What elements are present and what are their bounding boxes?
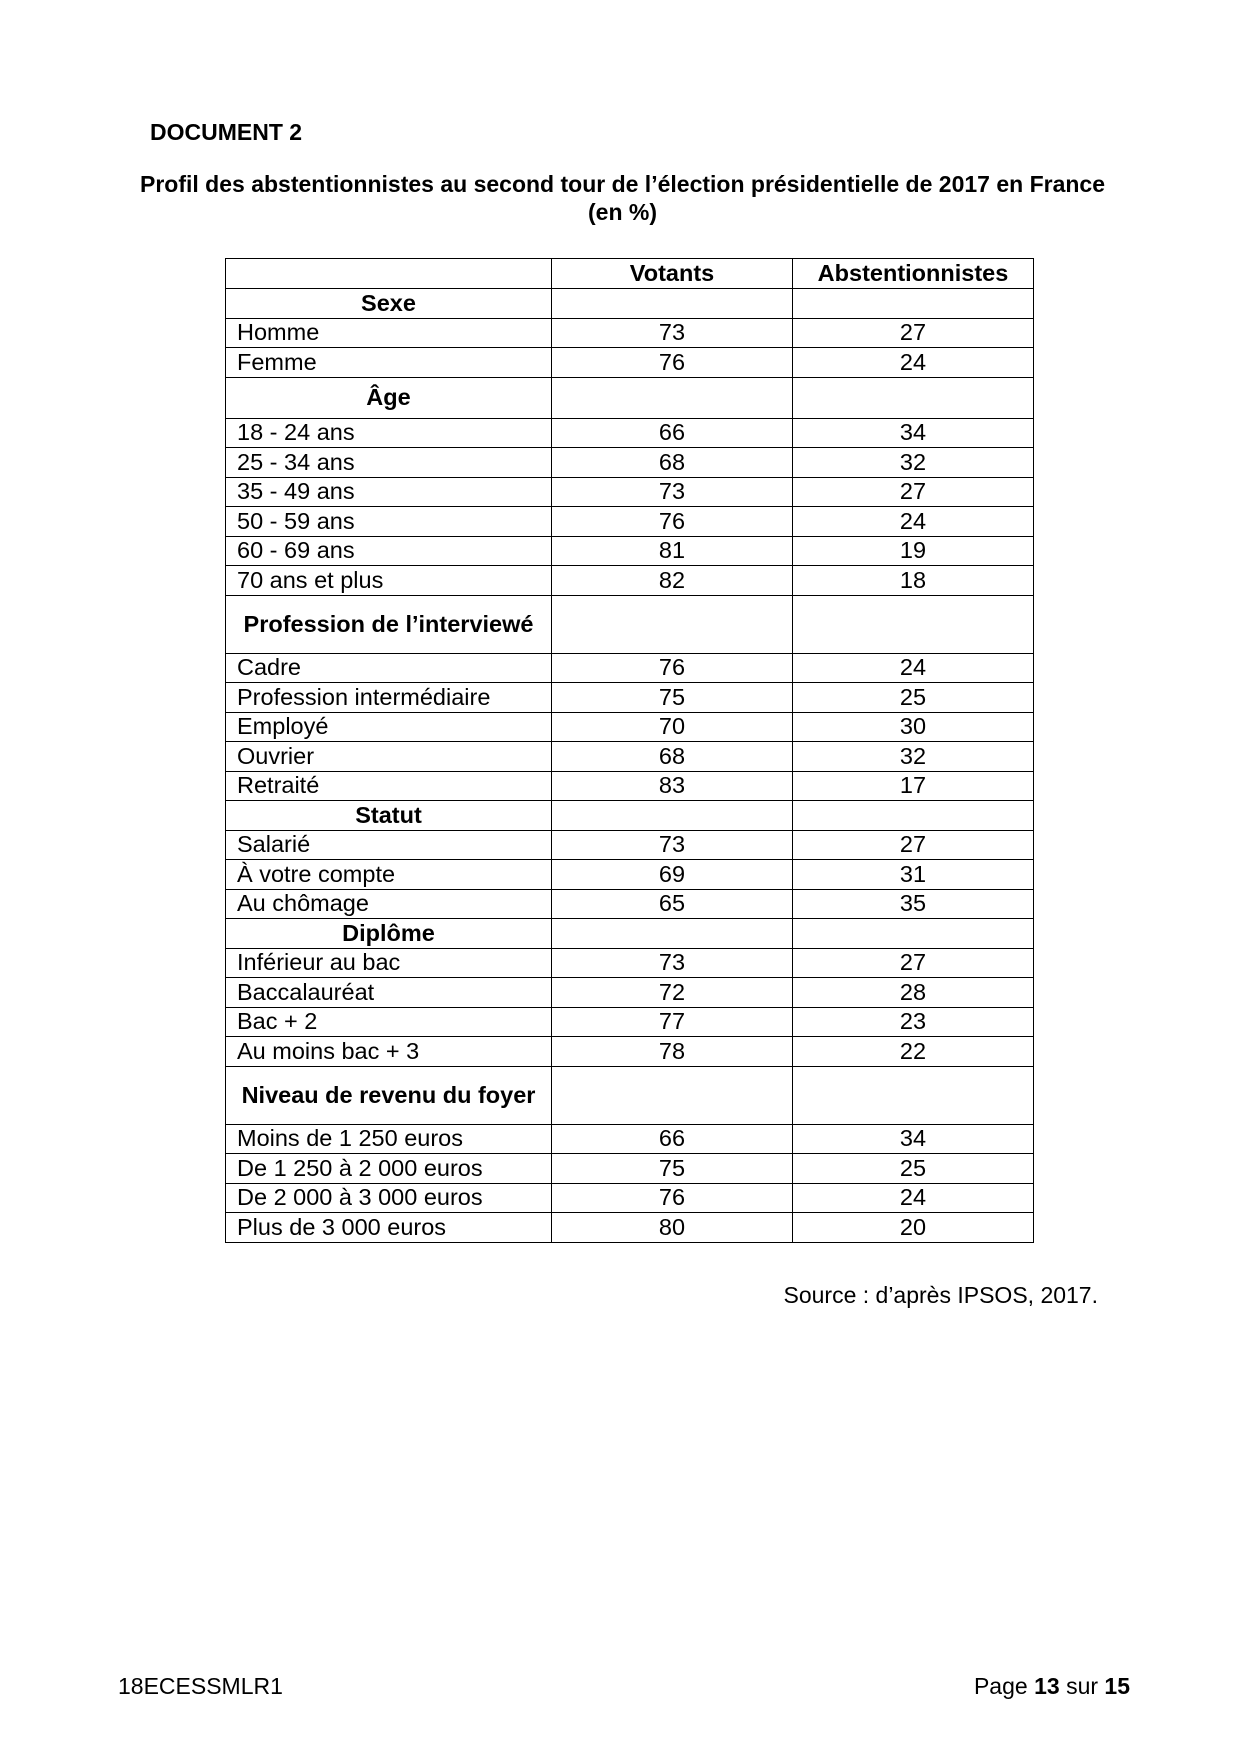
row-label: À votre compte — [226, 860, 552, 890]
page-prefix: Page — [973, 1673, 1028, 1699]
category-label: Diplôme — [226, 919, 552, 949]
row-label: 25 - 34 ans — [226, 448, 552, 478]
votants-value: 73 — [552, 948, 793, 978]
abstentionnistes-value: 27 — [793, 477, 1034, 507]
table-row — [226, 1037, 1034, 1067]
abstentionnistes-value: 32 — [793, 742, 1034, 772]
abstentionnistes-value: 24 — [793, 1183, 1034, 1213]
empty-cell — [552, 595, 793, 653]
row-label: 50 - 59 ans — [226, 507, 552, 537]
votants-value: 76 — [552, 348, 793, 378]
empty-cell — [793, 377, 1034, 418]
table-row — [226, 860, 1034, 890]
empty-cell — [793, 801, 1034, 831]
category-label: Âge — [226, 377, 552, 418]
votants-value: 66 — [552, 418, 793, 448]
table-row — [226, 830, 1034, 860]
category-label: Sexe — [226, 289, 552, 319]
table-row — [226, 978, 1034, 1008]
table-row — [226, 948, 1034, 978]
row-label: 35 - 49 ans — [226, 477, 552, 507]
empty-cell — [793, 1066, 1034, 1124]
row-label: Moins de 1 250 euros — [226, 1124, 552, 1154]
document-title: Profil des abstentionnistes au second tour de l’élection présidentielle de 2017 en France (en %) — [140, 171, 1106, 225]
empty-cell — [552, 289, 793, 319]
abstentionnistes-value: 35 — [793, 889, 1034, 919]
abstentionnistes-value: 24 — [793, 348, 1034, 378]
row-label: Au moins bac + 3 — [226, 1037, 552, 1067]
footer-page-number — [974, 1673, 1130, 1700]
category-label: Statut — [226, 801, 552, 831]
row-label: De 2 000 à 3 000 euros — [226, 1183, 552, 1213]
table-row — [226, 771, 1034, 801]
votants-value: 76 — [552, 653, 793, 683]
abstentionnistes-value: 34 — [793, 418, 1034, 448]
table-row — [226, 1124, 1034, 1154]
row-label: Femme — [226, 348, 552, 378]
category-row — [226, 919, 1034, 949]
empty-cell — [552, 801, 793, 831]
votants-value: 73 — [552, 830, 793, 860]
row-label: Profession intermédiaire — [226, 683, 552, 713]
row-label: De 1 250 à 2 000 euros — [226, 1154, 552, 1184]
abstentionnistes-value: 28 — [793, 978, 1034, 1008]
row-label: Salarié — [226, 830, 552, 860]
row-label: Employé — [226, 712, 552, 742]
abstentionnistes-value: 18 — [793, 566, 1034, 596]
row-label: 18 - 24 ans — [226, 418, 552, 448]
empty-cell — [793, 289, 1034, 319]
votants-value: 76 — [552, 507, 793, 537]
table-row — [226, 742, 1034, 772]
votants-value: 68 — [552, 742, 793, 772]
source-note: Source : d’après IPSOS, 2017. — [783, 1282, 1098, 1308]
page-separator: sur — [1066, 1673, 1099, 1699]
row-label: Inférieur au bac — [226, 948, 552, 978]
votants-value: 80 — [552, 1213, 793, 1243]
data-table-body — [226, 259, 1034, 1243]
category-row — [226, 1066, 1034, 1124]
table-row — [226, 1154, 1034, 1184]
row-label: 70 ans et plus — [226, 566, 552, 596]
votants-value: 72 — [552, 978, 793, 1008]
abstentionnistes-value: 24 — [793, 507, 1034, 537]
category-row — [226, 801, 1034, 831]
votants-value: 76 — [552, 1183, 793, 1213]
row-label: Bac + 2 — [226, 1007, 552, 1037]
data-table — [225, 258, 1034, 1243]
table-row — [226, 418, 1034, 448]
category-row — [226, 289, 1034, 319]
abstentionnistes-value: 25 — [793, 683, 1034, 713]
votants-value: 78 — [552, 1037, 793, 1067]
votants-value: 77 — [552, 1007, 793, 1037]
category-row — [226, 595, 1034, 653]
table-row — [226, 1183, 1034, 1213]
votants-value: 75 — [552, 683, 793, 713]
footer-code: 18ECESSMLR1 — [118, 1673, 283, 1699]
page-total: 15 — [1104, 1673, 1130, 1699]
votants-value: 70 — [552, 712, 793, 742]
table-header-cell — [226, 259, 552, 289]
document-label: DOCUMENT 2 — [150, 119, 303, 145]
table-row — [226, 566, 1034, 596]
table-row — [226, 477, 1034, 507]
empty-cell — [552, 1066, 793, 1124]
row-label: Cadre — [226, 653, 552, 683]
abstentionnistes-value: 27 — [793, 830, 1034, 860]
table-row — [226, 318, 1034, 348]
abstentionnistes-value: 30 — [793, 712, 1034, 742]
page-current: 13 — [1034, 1673, 1060, 1699]
table-header-cell: Abstentionnistes — [793, 259, 1034, 289]
abstentionnistes-value: 31 — [793, 860, 1034, 890]
abstentionnistes-value: 25 — [793, 1154, 1034, 1184]
votants-value: 69 — [552, 860, 793, 890]
row-label: Retraité — [226, 771, 552, 801]
votants-value: 81 — [552, 536, 793, 566]
row-label: Ouvrier — [226, 742, 552, 772]
abstentionnistes-value: 17 — [793, 771, 1034, 801]
votants-value: 68 — [552, 448, 793, 478]
votants-value: 75 — [552, 1154, 793, 1184]
abstentionnistes-value: 23 — [793, 1007, 1034, 1037]
category-label: Niveau de revenu du foyer — [226, 1066, 552, 1124]
empty-cell — [552, 377, 793, 418]
votants-value: 73 — [552, 318, 793, 348]
table-row — [226, 348, 1034, 378]
empty-cell — [793, 595, 1034, 653]
abstentionnistes-value: 32 — [793, 448, 1034, 478]
table-row — [226, 683, 1034, 713]
votants-value: 66 — [552, 1124, 793, 1154]
row-label: Plus de 3 000 euros — [226, 1213, 552, 1243]
abstentionnistes-value: 24 — [793, 653, 1034, 683]
votants-value: 83 — [552, 771, 793, 801]
table-row — [226, 653, 1034, 683]
empty-cell — [793, 919, 1034, 949]
table-row — [226, 507, 1034, 537]
votants-value: 65 — [552, 889, 793, 919]
row-label: Baccalauréat — [226, 978, 552, 1008]
abstentionnistes-value: 20 — [793, 1213, 1034, 1243]
table-row — [226, 1213, 1034, 1243]
abstentionnistes-value: 27 — [793, 318, 1034, 348]
votants-value: 73 — [552, 477, 793, 507]
category-row — [226, 377, 1034, 418]
row-label: Homme — [226, 318, 552, 348]
table-header-cell: Votants — [552, 259, 793, 289]
row-label: 60 - 69 ans — [226, 536, 552, 566]
abstentionnistes-value: 19 — [793, 536, 1034, 566]
abstentionnistes-value: 27 — [793, 948, 1034, 978]
table-header-row — [226, 259, 1034, 289]
table-row — [226, 448, 1034, 478]
abstentionnistes-value: 34 — [793, 1124, 1034, 1154]
abstentionnistes-value: 22 — [793, 1037, 1034, 1067]
table-row — [226, 712, 1034, 742]
votants-value: 82 — [552, 566, 793, 596]
table-row — [226, 889, 1034, 919]
empty-cell — [552, 919, 793, 949]
table-row — [226, 1007, 1034, 1037]
category-label: Profession de l’interviewé — [226, 595, 552, 653]
row-label: Au chômage — [226, 889, 552, 919]
table-row — [226, 536, 1034, 566]
